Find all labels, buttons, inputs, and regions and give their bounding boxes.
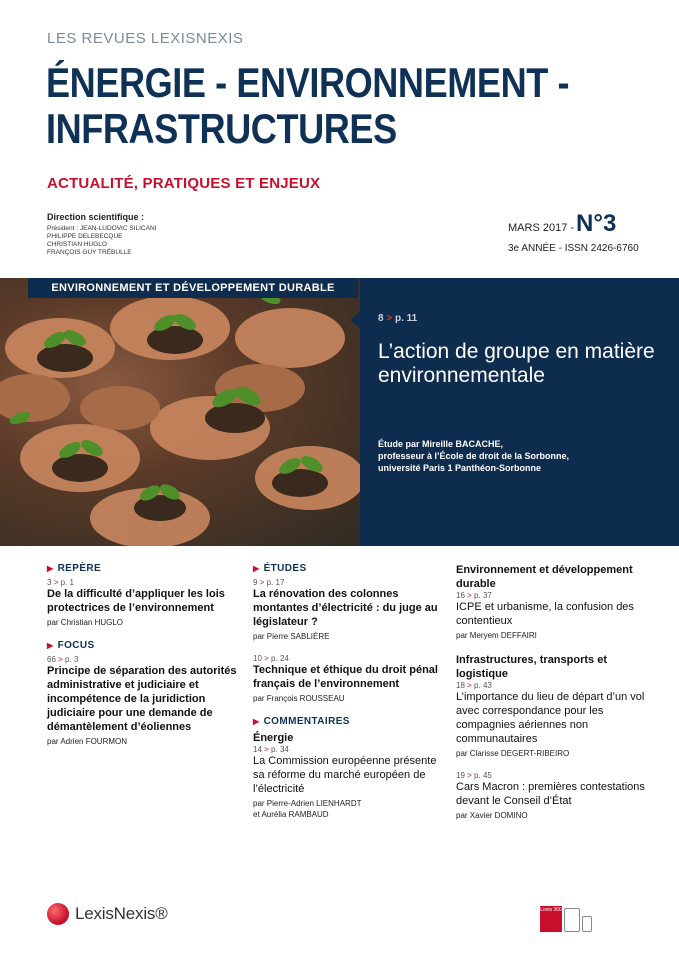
feature-author <box>378 438 668 474</box>
publisher-logo <box>47 903 168 925</box>
publisher-name: LexisNexis® <box>75 904 168 923</box>
direction-member: CHRISTIAN HUGLO <box>47 241 107 248</box>
toc-item[interactable] <box>47 655 237 747</box>
arrow-icon: > <box>386 313 393 324</box>
toc-item[interactable] <box>47 578 237 628</box>
article-author: par François ROUSSEAU <box>253 694 345 703</box>
issue-date: MARS 2017 - <box>508 222 575 234</box>
topic-heading: Infrastructures, transports et logistique <box>456 654 607 680</box>
article-title: Technique et éthique du droit pénal français de l’environnement <box>253 664 438 690</box>
tablet-icon <box>564 908 580 932</box>
article-author: par Adrien FOURMON <box>47 737 128 746</box>
triangle-icon: ▶ <box>253 717 260 726</box>
toc-column-3 <box>456 563 646 833</box>
feature-page-ref <box>378 313 417 324</box>
feature-title: L’action de groupe en matière environnementale <box>378 340 655 387</box>
feature-ref-page: p. 11 <box>394 313 418 324</box>
hands-with-plants-image <box>0 278 360 546</box>
rubric-repere: ▶ REPÈRE <box>47 563 102 574</box>
article-author: par Xavier DOMINO <box>456 811 528 820</box>
page-ref: 14 > p. 34 <box>253 745 289 754</box>
toc-item[interactable] <box>456 563 646 641</box>
direction-list <box>47 225 156 257</box>
direction-member: PHILIPPE DELEBECQUE <box>47 233 123 240</box>
toc-item[interactable] <box>253 731 443 820</box>
cover-photo <box>0 278 360 546</box>
feature-author-line: Étude par Mireille BACACHE, <box>378 439 504 449</box>
series-name: LES REVUES LEXISNEXIS <box>47 30 244 47</box>
article-title: L’importance du lieu de départ d’un vol avec correspondance pour les compagnies aériennes non communautaires <box>456 691 645 745</box>
rubric-focus: ▶ FOCUS <box>47 640 95 651</box>
article-title: Principe de séparation des autorités administrative et judiciaire et incompétence de la juridiction judiciaire pour une demande de démantèlement d’éoliennes <box>47 665 237 733</box>
issue-info <box>508 210 616 238</box>
toc-item[interactable] <box>456 653 646 759</box>
article-author: par Meryem DEFFAIRI <box>456 631 537 640</box>
journal-title-line1: ÉNERGIE - ENVIRONNEMENT - <box>46 59 570 106</box>
issue-number: N°3 <box>576 210 617 237</box>
page-ref: 9 > p. 17 <box>253 578 285 587</box>
article-title: De la difficulté d’appliquer les lois protectrices de l’environnement <box>47 588 225 614</box>
triangle-icon: ▶ <box>47 564 54 573</box>
toc-item[interactable] <box>456 771 646 821</box>
toc-item[interactable] <box>253 654 443 704</box>
journal-title-line2: INFRASTRUCTURES <box>46 105 397 152</box>
phone-icon <box>582 916 592 932</box>
feature-ref-number: 8 <box>378 313 384 324</box>
lexisnexis-logo-icon <box>47 903 69 925</box>
rubric-commentaires: ▶ COMMENTAIRES <box>253 716 350 727</box>
article-title: ICPE et urbanisme, la confusion des contentieux <box>456 601 634 627</box>
article-title: La Commission européenne présente sa réforme du marché européen de l’électricité <box>253 755 437 795</box>
rubric-etudes: ▶ ÉTUDES <box>253 563 307 574</box>
page-ref: 16 > p. 37 <box>456 591 492 600</box>
article-author: par Pierre SABLIÈRE <box>253 632 330 641</box>
feature-author-line: professeur à l’École de droit de la Sorbonne, <box>378 451 570 461</box>
devices-badge <box>540 906 592 932</box>
issn: 3e ANNÉE - ISSN 2426-6760 <box>508 243 639 254</box>
toc-item[interactable] <box>253 578 443 642</box>
lexis360-book-icon: Lexis 360 <box>540 906 562 932</box>
article-title: Cars Macron : premières contestations devant le Conseil d’État <box>456 781 645 807</box>
article-author: par Clarisse DEGERT-RIBEIRO <box>456 749 570 758</box>
toc-column-2 <box>253 563 443 832</box>
topic-heading: Environnement et développement durable <box>456 564 633 590</box>
direction-member: Président : JEAN-LUDOVIC SILICANI <box>47 225 157 232</box>
page-ref: 19 > p. 45 <box>456 771 492 780</box>
banner-notch <box>350 312 360 328</box>
section-tab: ENVIRONNEMENT ET DÉVELOPPEMENT DURABLE <box>28 278 358 298</box>
page-ref: 10 > p. 24 <box>253 654 289 663</box>
triangle-icon: ▶ <box>47 641 54 650</box>
journal-subtitle: ACTUALITÉ, PRATIQUES ET ENJEUX <box>47 175 321 192</box>
article-author: par Pierre-Adrien LIENHARDT et Aurélia RAMBAUD <box>253 799 362 819</box>
article-title: La rénovation des colonnes montantes d’électricité : du juge au législateur ? <box>253 588 438 628</box>
page-ref: 3 > p. 1 <box>47 578 74 587</box>
topic-heading: Énergie <box>253 732 294 744</box>
direction-label: Direction scientifique : <box>47 212 145 222</box>
feature-author-line: université Paris 1 Panthéon-Sorbonne <box>378 463 542 473</box>
article-author: par Christian HUGLO <box>47 618 124 627</box>
toc-column-1 <box>47 563 237 759</box>
direction-member: FRANÇOIS GUY TRÉBULLE <box>47 249 132 256</box>
triangle-icon: ▶ <box>253 564 260 573</box>
page-ref: 18 > p. 43 <box>456 681 492 690</box>
page-ref: 66 > p. 3 <box>47 655 79 664</box>
